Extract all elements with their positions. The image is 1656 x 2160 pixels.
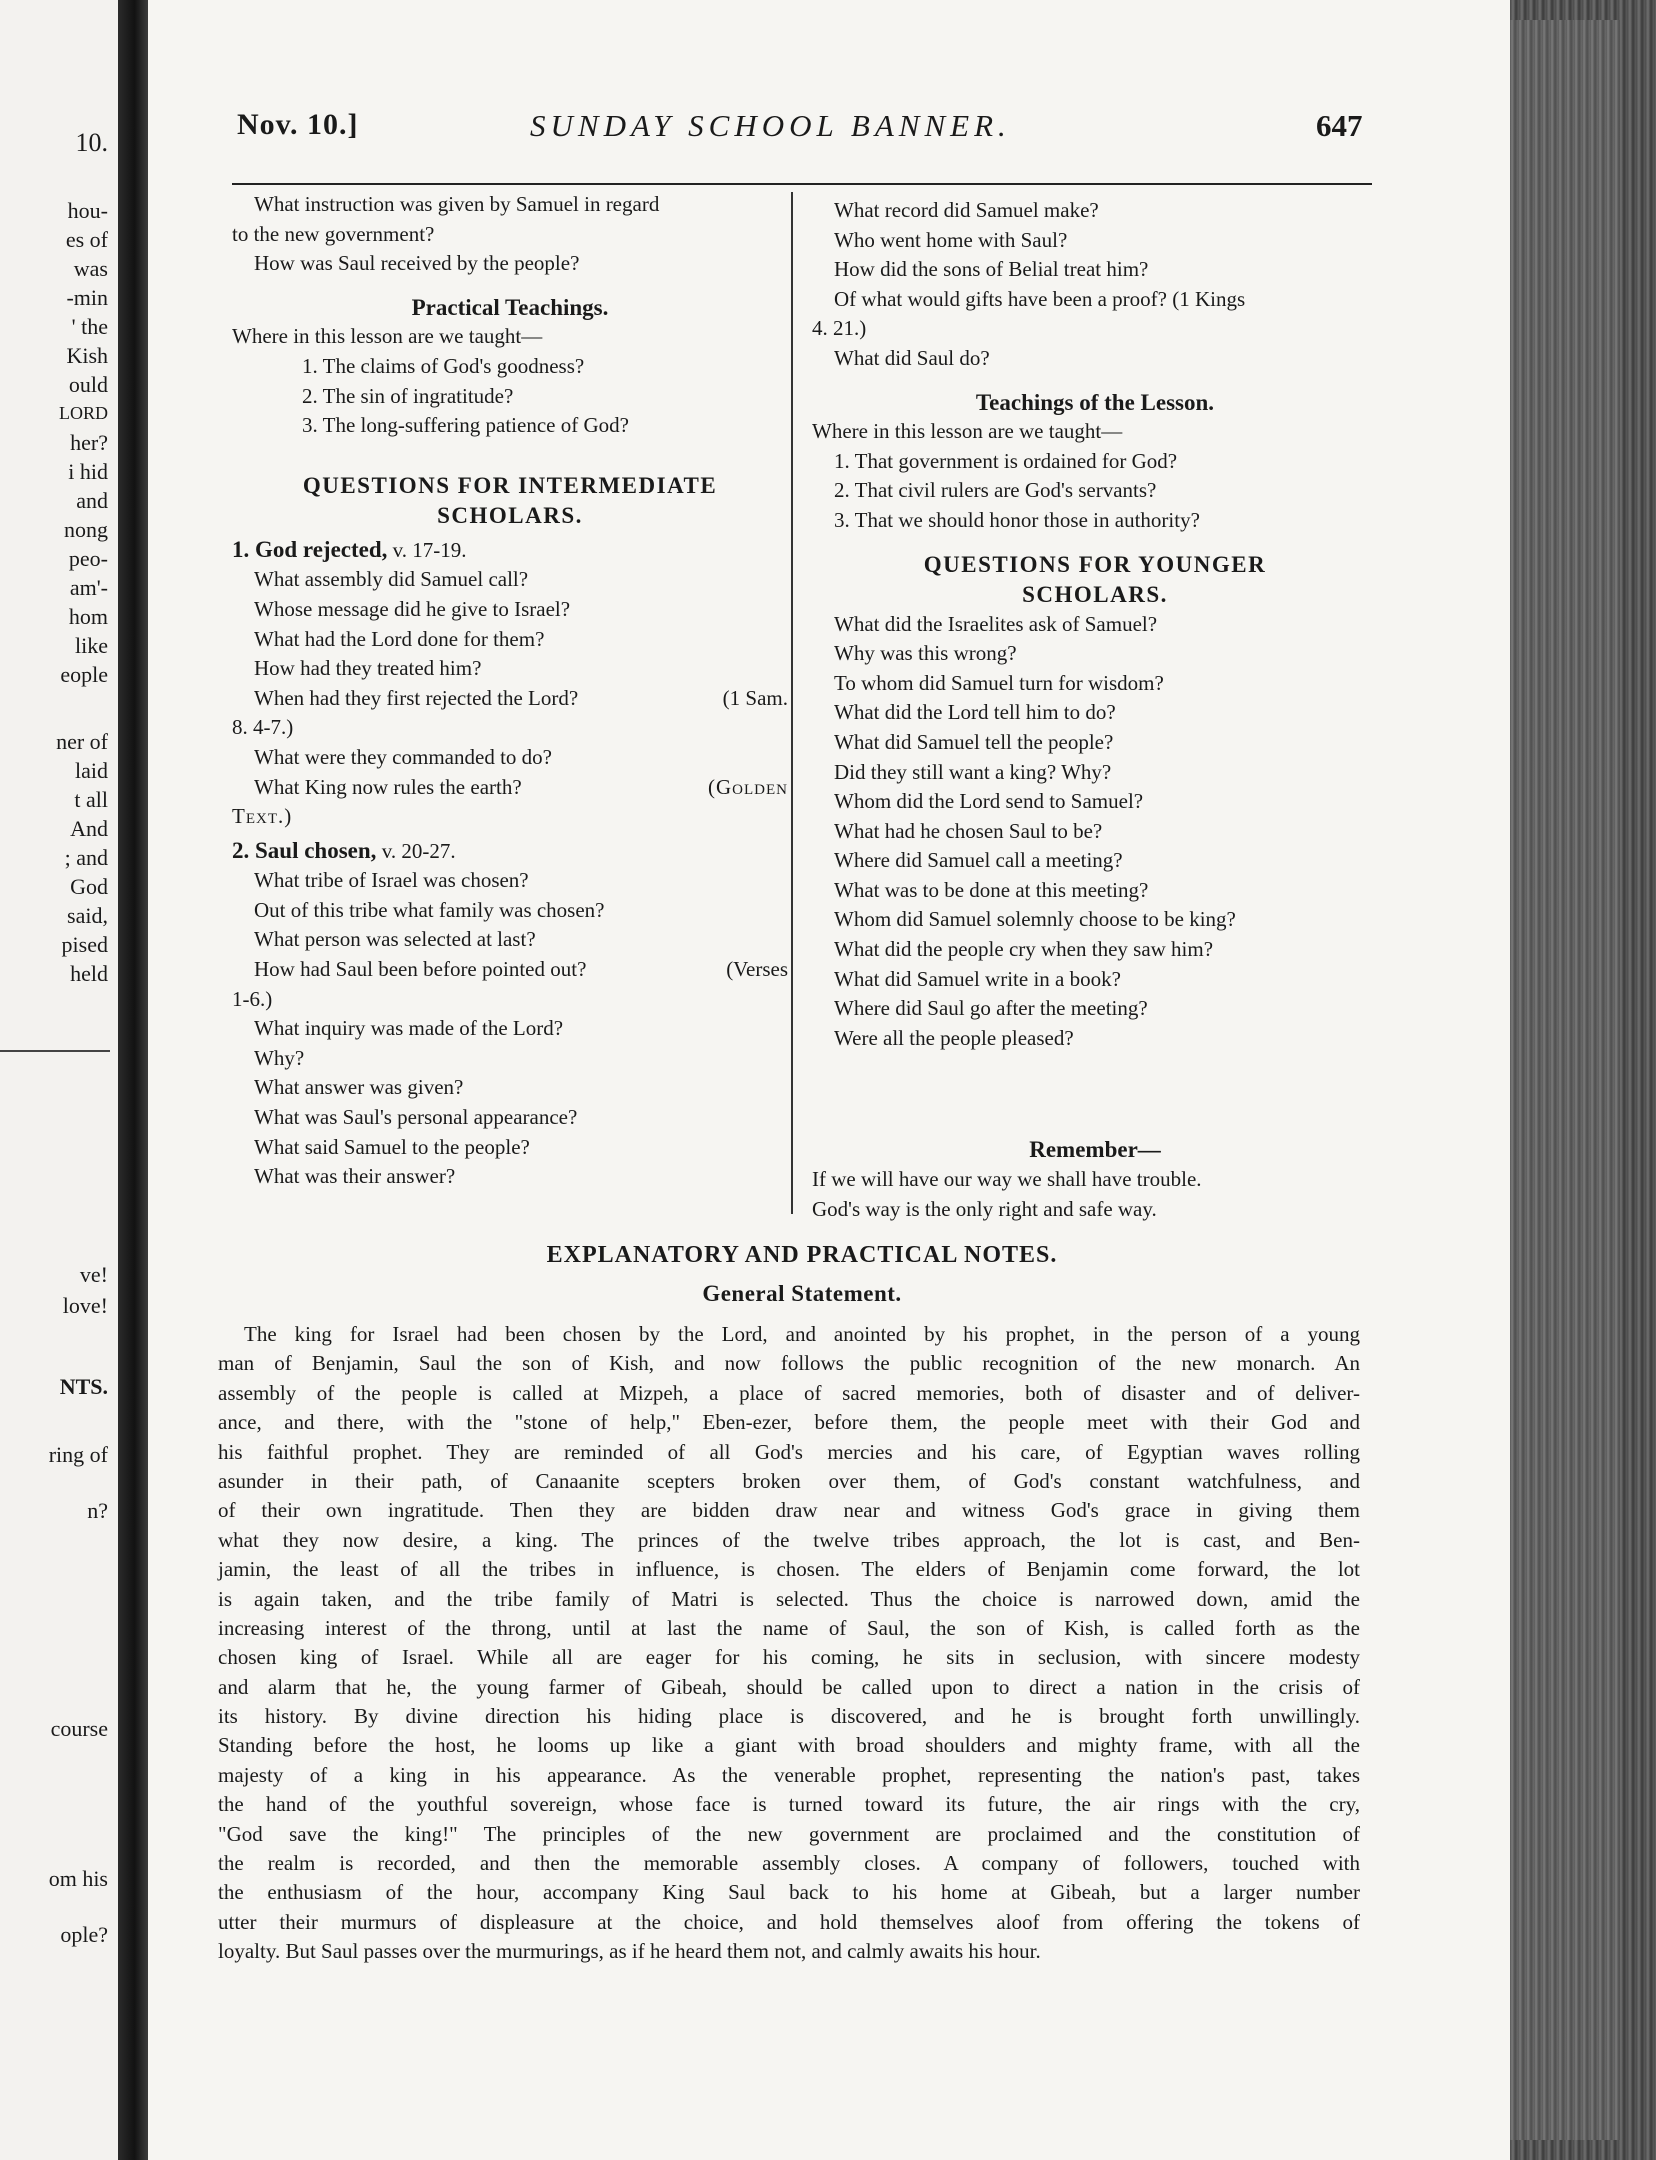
running-title: SUNDAY SCHOOL BANNER.: [530, 108, 1011, 143]
notes-line: and alarm that he, the young farmer of Gibeah, should be called upon to direct a nation in the crisis of: [218, 1674, 1360, 1699]
margin-fragment: n?: [87, 1498, 108, 1523]
margin-fragment: ople?: [60, 1922, 108, 1947]
margin-fragment: am'-: [69, 575, 108, 600]
spacer: [812, 1053, 1378, 1135]
question-text: When had they first rejected the Lord?: [254, 685, 579, 710]
previous-page-edge: [0, 0, 118, 2160]
spacer: [812, 374, 1378, 388]
book-gutter: [118, 0, 148, 2160]
spacer: [812, 536, 1378, 550]
notes-line: the hand of the youthful sovereign, whose face is turned toward its future, the air rings with the cry,: [218, 1792, 1360, 1817]
question-line: How had they treated him?: [254, 656, 482, 681]
notes-line: assembly of the people is called at Mizpeh, a place of sacred memories, both of disaster and of deliver-: [218, 1380, 1360, 1405]
margin-fragment: NTS.: [59, 1374, 108, 1399]
question-line: What did the people cry when they saw him?: [834, 937, 1214, 962]
practical-teachings-heading: Practical Teachings.: [411, 294, 609, 320]
question-line: What did the Israelites ask of Samuel?: [834, 611, 1158, 636]
question-line: Where did Saul go after the meeting?: [834, 996, 1148, 1021]
notes-line: Standing before the host, he looms up like a giant with broad shoulders and mighty frame, with all the: [218, 1733, 1360, 1758]
question-line: What did the Lord tell him to do?: [834, 700, 1116, 725]
margin-rule: [0, 1050, 110, 1052]
section-title: [232, 535, 788, 566]
question-line: How did the sons of Belial treat him?: [834, 257, 1149, 282]
question-line: What was to be done at this meeting?: [834, 877, 1149, 902]
notes-line: loyalty. But Saul passes over the murmurings, as if he heard them not, and calmly awaits his hour.: [218, 1939, 1041, 1964]
question-line: [232, 955, 788, 985]
margin-fragment: love!: [62, 1293, 108, 1318]
notes-line: what they now desire, a king. The princes of the twelve tribes approach, the lot is cast, and Ben-: [218, 1527, 1360, 1552]
remember-line: If we will have our way we shall have trouble.: [812, 1167, 1202, 1192]
notes-line: his faithful prophet. They are reminded of all God's mercies and his care, of Egyptian waves rolling: [218, 1439, 1360, 1464]
question-line: 4. 21.): [812, 316, 867, 341]
intermediate-heading-cont: SCHOLARS.: [437, 502, 583, 528]
question-line: Out of this tribe what family was chosen?: [254, 897, 605, 922]
margin-fragment: eople: [60, 662, 108, 687]
margin-fragment: her?: [70, 430, 108, 455]
notes-line: is again taken, and the tribe family of Matri is selected. Thus the choice is narrowed down, amid the: [218, 1586, 1360, 1611]
section-1-title: 1. God rejected,: [232, 536, 388, 562]
margin-fragment: t all: [74, 787, 108, 812]
question-line: What assembly did Samuel call?: [254, 567, 529, 592]
question-line: What did Saul do?: [834, 345, 990, 370]
margin-fragment: held: [70, 961, 108, 986]
teaching-item: 3. That we should honor those in authority?: [834, 507, 1200, 532]
margin-fragment: om his: [48, 1866, 108, 1891]
question-line: What did Samuel write in a book?: [834, 966, 1121, 991]
question-line: 1-6.): [232, 986, 273, 1011]
question-line: Who went home with Saul?: [834, 227, 1068, 252]
question-line: What inquiry was made of the Lord?: [254, 1016, 564, 1041]
question-line: 8. 4-7.): [232, 715, 294, 740]
question-line: Did they still want a king? Why?: [834, 759, 1112, 784]
teaching-item: 2. That civil rulers are God's servants?: [834, 478, 1157, 503]
section-2-ref: v. 20-27.: [376, 838, 456, 863]
notes-line: man of Benjamin, Saul the son of Kish, and now follows the public recognition of the new monarch. An: [218, 1351, 1360, 1376]
question-line: Whom did Samuel solemnly choose to be king?: [834, 907, 1236, 932]
question-line: What was their answer?: [254, 1164, 456, 1189]
notes-line: ance, and there, with the "stone of help," Eben-ezer, before them, the people meet with their God and: [218, 1410, 1360, 1435]
margin-fragment: -min: [66, 285, 108, 310]
question-line: What answer was given?: [254, 1075, 464, 1100]
intermediate-heading: QUESTIONS FOR INTERMEDIATE: [302, 472, 718, 498]
spacer: [232, 441, 788, 471]
notes-title: EXPLANATORY AND PRACTICAL NOTES.: [546, 1242, 1058, 1268]
question-line: Why was this wrong?: [834, 641, 1017, 666]
notes-line: utter their murmurs of displeasure at the choice, and hold themselves aloof from offering the tokens of: [218, 1909, 1360, 1934]
teachings-lead: Where in this lesson are we taught—: [232, 324, 543, 349]
notes-line: the realm is recorded, and then the memorable assembly closes. A company of followers, touched with: [218, 1851, 1360, 1876]
notes-line: majesty of a king in his appearance. As the venerable prophet, representing the nation's past, takes: [218, 1762, 1360, 1787]
question-text: What King now rules the earth?: [254, 774, 522, 799]
question-ref: (Golden: [708, 774, 788, 799]
question-line: to the new government?: [232, 221, 435, 246]
question-line: What instruction was given by Samuel in regard: [254, 192, 660, 216]
margin-fragment: es of: [65, 227, 108, 252]
margin-fragment: ve!: [79, 1262, 108, 1287]
teaching-item: 3. The long-suffering patience of God?: [302, 413, 629, 438]
question-line: Why?: [254, 1045, 305, 1070]
teaching-item: 1. The claims of God's goodness?: [302, 353, 585, 378]
question-line: What person was selected at last?: [254, 927, 536, 952]
notes-line: "God save the king!" The principles of the new government are proclaimed and the constitution of: [218, 1821, 1360, 1846]
question-line: Text.): [232, 804, 293, 829]
section-1-ref: v. 17-19.: [387, 537, 467, 562]
teachings-of-lesson-heading: Teachings of the Lesson.: [975, 389, 1215, 415]
notes-line: chosen king of Israel. While all are eager for his coming, he sits in seclusion, with sincere modesty: [218, 1645, 1360, 1670]
margin-fragment: Kish: [66, 343, 108, 368]
margin-fragment: hom: [68, 604, 108, 629]
margin-fragment: peo-: [68, 546, 108, 571]
margin-fragment: nong: [64, 517, 108, 542]
question-line: [232, 684, 788, 714]
question-line: To whom did Samuel turn for wisdom?: [834, 670, 1164, 695]
question-line: How was Saul received by the people?: [254, 251, 580, 276]
question-line: [232, 773, 788, 803]
remember-line: God's way is the only right and safe way.: [812, 1196, 1157, 1221]
margin-fragment: ner of: [56, 729, 108, 754]
page-block-edge-inner: [1510, 20, 1620, 2140]
teaching-item: 2. The sin of ingratitude?: [302, 383, 514, 408]
question-line: Whose message did he give to Israel?: [254, 596, 571, 621]
margin-fragment: i hid: [68, 459, 108, 484]
notes-line: jamin, the least of all the tribes in influence, is chosen. The elders of Benjamin come forward, the lot: [218, 1557, 1360, 1582]
question-line: What was Saul's personal appearance?: [254, 1105, 578, 1130]
question-line: What had the Lord done for them?: [254, 626, 545, 651]
question-line: What were they commanded to do?: [254, 744, 552, 769]
header-date: Nov. 10.]: [237, 108, 359, 141]
question-line: Of what would gifts have been a proof? (1 Kings: [834, 286, 1246, 311]
question-line: What record did Samuel make?: [834, 198, 1099, 222]
margin-fragment: like: [75, 633, 108, 658]
margin-fragment: ; and: [64, 845, 108, 870]
margin-fragment: said,: [67, 903, 108, 928]
margin-fragment: ould: [68, 372, 108, 397]
margin-fragment: 10.: [75, 128, 108, 157]
margin-fragment: was: [73, 256, 108, 281]
margin-fragment: and: [76, 488, 108, 513]
question-line: What had he chosen Saul to be?: [834, 818, 1103, 843]
notes-line: the enthusiasm of the hour, accompany King Saul back to his home at Gibeah, but a larger number: [218, 1880, 1360, 1905]
notes-line: of their own ingratitude. Then they are bidden draw near and witness God's grace in giving them: [218, 1498, 1360, 1523]
notes-subtitle: General Statement.: [702, 1281, 902, 1306]
margin-fragment: hou-: [67, 198, 108, 223]
question-line: Were all the people pleased?: [834, 1025, 1074, 1050]
remember-heading: Remember—: [1029, 1137, 1161, 1163]
teaching-item: 1. That government is ordained for God?: [834, 448, 1178, 473]
spacer: [232, 279, 788, 293]
column-divider: [791, 192, 793, 1214]
left-column: [232, 190, 788, 1192]
margin-fragment: LORD: [59, 403, 108, 423]
section-title: [232, 836, 788, 867]
question-line: What tribe of Israel was chosen?: [254, 868, 529, 893]
page-number: 647: [1316, 108, 1363, 143]
question-line: Whom did the Lord send to Samuel?: [834, 789, 1144, 814]
header-rule: [232, 183, 1372, 185]
question-line: What did Samuel tell the people?: [834, 729, 1114, 754]
margin-fragment: God: [70, 874, 108, 899]
teachings-lead: Where in this lesson are we taught—: [812, 419, 1123, 444]
right-column: [812, 196, 1378, 1224]
margin-fragment: ' the: [71, 314, 108, 339]
margin-fragment: course: [50, 1716, 108, 1741]
margin-fragment: pised: [61, 932, 108, 957]
margin-fragment: laid: [75, 758, 108, 783]
question-line: What said Samuel to the people?: [254, 1134, 530, 1159]
notes-body: [218, 1320, 1360, 1967]
notes-line: asunder in their path, of Canaanite scepters broken over them, of God's constant watchfulness, and: [218, 1468, 1360, 1493]
notes-line: its history. By divine direction his hiding place is discovered, and he is brought forth unwillingly.: [218, 1704, 1360, 1729]
notes-line: The king for Israel had been chosen by the Lord, and anointed by his prophet, in the person of a young: [244, 1322, 1360, 1346]
younger-heading-cont: SCHOLARS.: [1022, 581, 1168, 607]
question-text: How had Saul been before pointed out?: [254, 957, 587, 982]
question-line: Where did Samuel call a meeting?: [834, 848, 1123, 873]
younger-heading: QUESTIONS FOR YOUNGER: [923, 551, 1267, 577]
question-ref: (1 Sam.: [722, 685, 788, 710]
margin-fragment: ring of: [48, 1442, 108, 1467]
section-2-title: 2. Saul chosen,: [232, 837, 377, 863]
question-ref: (Verses: [726, 957, 788, 982]
notes-line: increasing interest of the throng, until at last the name of Saul, the son of Kish, is called forth as the: [218, 1615, 1360, 1640]
margin-fragment: And: [70, 816, 108, 841]
